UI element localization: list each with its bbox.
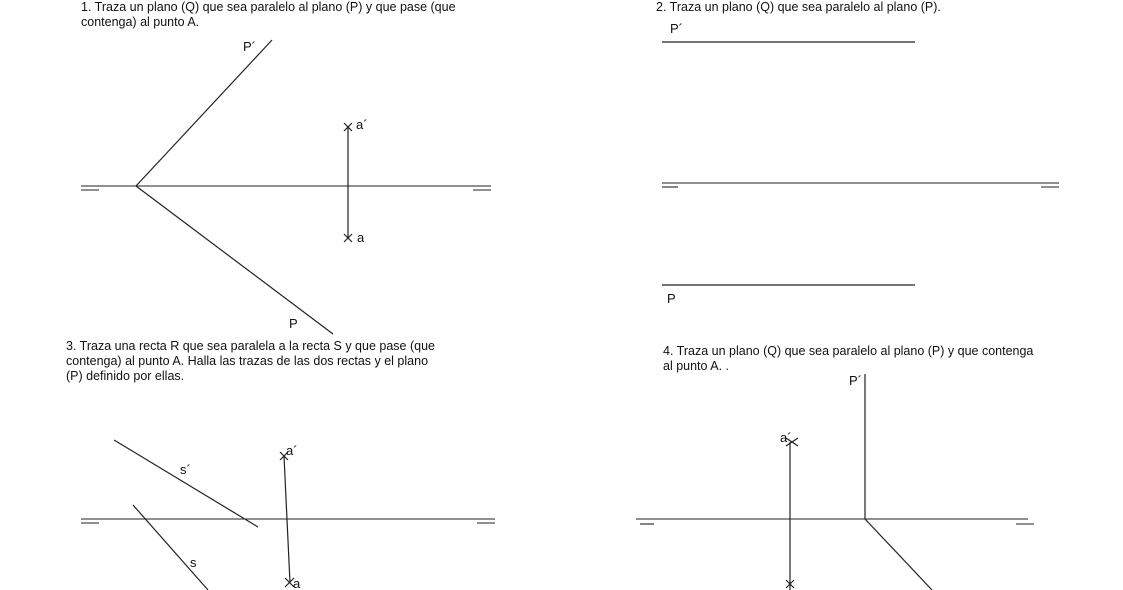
ex3-label-a-prime: a´ (286, 443, 298, 458)
exercise-4-line-1: 4. Traza un plano (Q) que sea paralelo al plano (P) y que contenga (663, 344, 1034, 358)
exercise-2-diagram (662, 21, 1059, 306)
ex3-line-s-prime (114, 440, 258, 527)
ex3-label-a: a (293, 576, 301, 590)
ex4-trace-p (865, 519, 932, 590)
ex1-label-p-prime: P´ (243, 39, 256, 54)
ex3-label-s: s (190, 555, 197, 570)
exercise-3-diagram (81, 440, 495, 590)
exercise-3-line-3: (P) definido por ellas. (66, 369, 185, 383)
exercise-1-line-2: contenga) al punto A. (81, 15, 200, 29)
exercise-1-line-1: 1. Traza un plano (Q) que sea paralelo al plano (P) y que pase (que (81, 0, 456, 14)
exercise-2-line-1: 2. Traza un plano (Q) que sea paralelo al plano (P). (656, 0, 941, 14)
ex4-label-p-prime: P´ (849, 373, 862, 388)
exercise-1-diagram (81, 39, 491, 334)
ex1-label-a: a (357, 230, 365, 245)
ex1-trace-p (136, 186, 333, 334)
ex4-label-a-prime: a´ (780, 430, 792, 445)
ex3-label-s-prime: s´ (180, 462, 191, 477)
ex3-line-s (133, 505, 208, 590)
ex2-label-p-prime: P´ (670, 21, 683, 36)
ex1-label-a-prime: a´ (356, 117, 368, 132)
ex2-label-p: P (667, 291, 676, 306)
ex1-label-p: P (289, 316, 298, 331)
exercise-3-line-1: 3. Traza una recta R que sea paralela a la recta S y que pase (que (66, 339, 435, 353)
exercise-4-diagram (636, 373, 1034, 590)
exercise-4-line-2: al punto A. . (663, 359, 730, 373)
ex1-trace-p-prime (136, 40, 272, 186)
exercise-3-line-2: contenga) al punto A. Halla las trazas de las dos rectas y el plano (66, 354, 429, 368)
